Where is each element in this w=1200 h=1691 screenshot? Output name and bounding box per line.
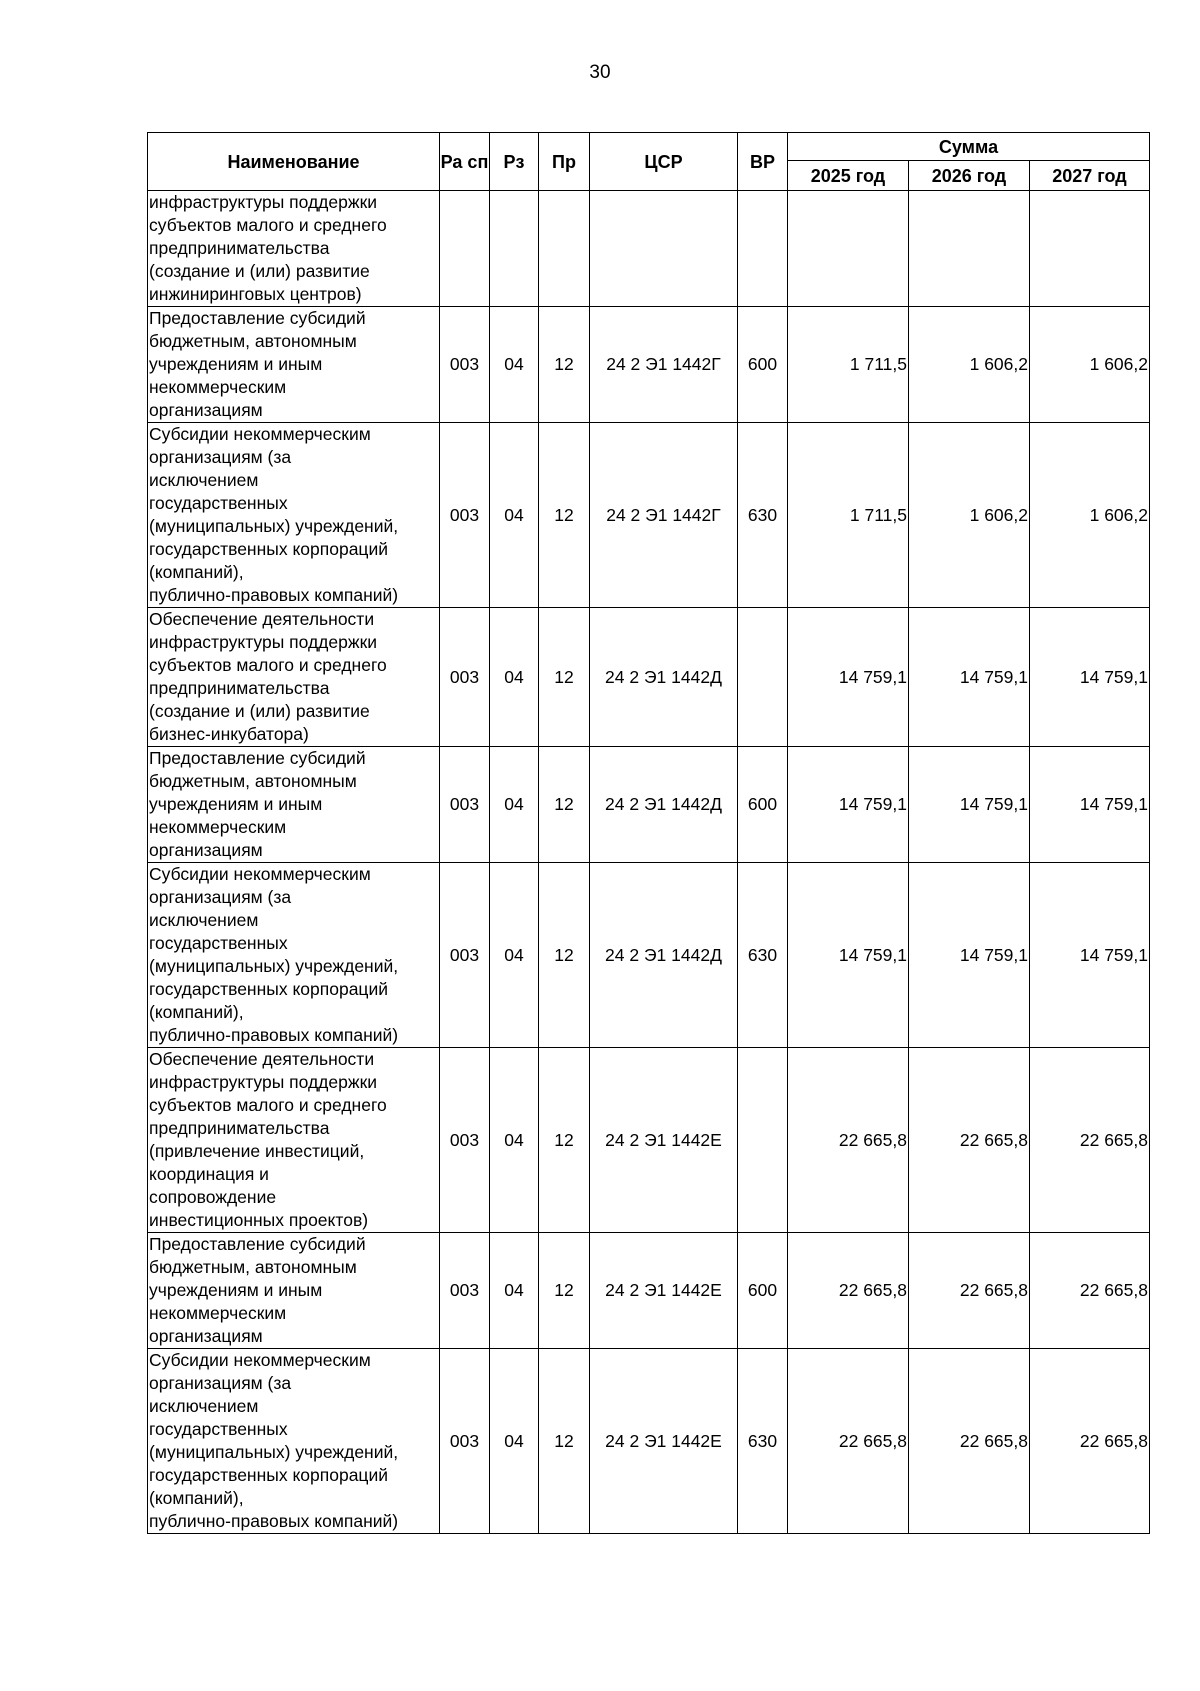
row-name-line: (создание и (или) развитие	[149, 701, 370, 721]
row-name-line: некоммерческим	[149, 1303, 287, 1323]
budget-table	[147, 132, 1150, 1534]
row-name	[148, 191, 440, 307]
cell-vr	[738, 608, 788, 747]
cell-rasp: 003	[440, 423, 490, 608]
cell-2027	[1030, 191, 1150, 307]
cell-rz: 04	[490, 747, 539, 863]
budget-table-body	[148, 191, 1150, 1534]
cell-vr: 630	[738, 1349, 788, 1534]
cell-2025: 22 665,8	[788, 1349, 909, 1534]
row-name-line: публично-правовых компаний)	[149, 585, 399, 605]
row-name-line: государственных корпораций	[149, 979, 389, 999]
cell-rz	[490, 191, 539, 307]
cell-2025: 1 711,5	[788, 307, 909, 423]
cell-vr: 630	[738, 863, 788, 1048]
cell-rasp: 003	[440, 307, 490, 423]
header-year-2027: 2027 год	[1030, 161, 1150, 191]
cell-2025: 14 759,1	[788, 608, 909, 747]
row-name-line: Обеспечение деятельности	[149, 1049, 375, 1069]
row-name	[148, 1048, 440, 1233]
header-sum: Сумма	[788, 133, 1150, 161]
header-csr: ЦСР	[590, 133, 738, 191]
row-name-line: организациям	[149, 840, 263, 860]
row-name-line: некоммерческим	[149, 377, 287, 397]
row-name-line: инфраструктуры поддержки	[149, 632, 377, 652]
row-name-line: Субсидии некоммерческим	[149, 864, 371, 884]
row-name-line: (муниципальных) учреждений,	[149, 516, 399, 536]
cell-csr: 24 2 Э1 1442Д	[590, 608, 738, 747]
cell-csr: 24 2 Э1 1442Г	[590, 307, 738, 423]
cell-2027: 22 665,8	[1030, 1349, 1150, 1534]
row-name-line: предпринимательства	[149, 678, 330, 698]
cell-2025: 1 711,5	[788, 423, 909, 608]
row-name-line: Предоставление субсидий	[149, 748, 366, 768]
cell-csr: 24 2 Э1 1442Г	[590, 423, 738, 608]
table-row	[148, 747, 1150, 863]
row-name-line: (создание и (или) развитие	[149, 261, 370, 281]
cell-rasp: 003	[440, 863, 490, 1048]
row-name-line: бюджетным, автономным	[149, 331, 357, 351]
row-name-line: учреждениям и иным	[149, 1280, 323, 1300]
cell-rasp: 003	[440, 608, 490, 747]
cell-rz: 04	[490, 863, 539, 1048]
table-row	[148, 191, 1150, 307]
cell-csr: 24 2 Э1 1442Д	[590, 863, 738, 1048]
cell-2026: 1 606,2	[909, 307, 1030, 423]
row-name-line: исключением	[149, 470, 259, 490]
cell-vr: 630	[738, 423, 788, 608]
cell-2027: 14 759,1	[1030, 863, 1150, 1048]
cell-rz: 04	[490, 307, 539, 423]
cell-pr: 12	[539, 423, 590, 608]
cell-2027: 22 665,8	[1030, 1048, 1150, 1233]
row-name-line: сопровождение	[149, 1187, 277, 1207]
row-name	[148, 1349, 440, 1534]
cell-pr: 12	[539, 747, 590, 863]
row-name-line: государственных	[149, 1419, 288, 1439]
header-rasp: Ра сп	[440, 133, 490, 191]
cell-csr: 24 2 Э1 1442Е	[590, 1233, 738, 1349]
row-name-line: бюджетным, автономным	[149, 771, 357, 791]
row-name-line: инфраструктуры поддержки	[149, 192, 377, 212]
row-name-line: государственных корпораций	[149, 539, 389, 559]
cell-2026: 22 665,8	[909, 1048, 1030, 1233]
row-name-line: субъектов малого и среднего	[149, 215, 387, 235]
row-name-line: некоммерческим	[149, 817, 287, 837]
cell-rz: 04	[490, 1048, 539, 1233]
row-name-line: исключением	[149, 910, 259, 930]
cell-rasp: 003	[440, 1349, 490, 1534]
cell-csr	[590, 191, 738, 307]
cell-2027: 14 759,1	[1030, 608, 1150, 747]
row-name	[148, 863, 440, 1048]
row-name-line: организациям (за	[149, 887, 292, 907]
row-name-line: (компаний),	[149, 1002, 244, 1022]
cell-vr: 600	[738, 1233, 788, 1349]
row-name-line: публично-правовых компаний)	[149, 1511, 399, 1531]
cell-vr	[738, 1048, 788, 1233]
table-row	[148, 307, 1150, 423]
header-name: Наименование	[148, 133, 440, 191]
header-rz: Рз	[490, 133, 539, 191]
row-name-line: Обеспечение деятельности	[149, 609, 375, 629]
cell-csr: 24 2 Э1 1442Е	[590, 1048, 738, 1233]
row-name-line: государственных	[149, 493, 288, 513]
cell-pr: 12	[539, 307, 590, 423]
cell-pr	[539, 191, 590, 307]
cell-2027: 22 665,8	[1030, 1233, 1150, 1349]
row-name-line: Субсидии некоммерческим	[149, 424, 371, 444]
page-number: 30	[589, 62, 611, 83]
table-row	[148, 608, 1150, 747]
row-name-line: Предоставление субсидий	[149, 1234, 366, 1254]
cell-2026: 14 759,1	[909, 608, 1030, 747]
table-row	[148, 863, 1150, 1048]
cell-2026: 14 759,1	[909, 747, 1030, 863]
header-vr: ВР	[738, 133, 788, 191]
row-name-line: организациям	[149, 400, 263, 420]
row-name	[148, 307, 440, 423]
cell-rz: 04	[490, 608, 539, 747]
row-name-line: (муниципальных) учреждений,	[149, 1442, 399, 1462]
cell-rz: 04	[490, 1233, 539, 1349]
row-name	[148, 1233, 440, 1349]
cell-2026: 14 759,1	[909, 863, 1030, 1048]
row-name-line: Предоставление субсидий	[149, 308, 366, 328]
row-name-line: предпринимательства	[149, 1118, 330, 1138]
row-name	[148, 747, 440, 863]
cell-pr: 12	[539, 863, 590, 1048]
row-name-line: учреждениям и иным	[149, 354, 323, 374]
cell-2026: 1 606,2	[909, 423, 1030, 608]
cell-2026	[909, 191, 1030, 307]
cell-2025: 22 665,8	[788, 1048, 909, 1233]
row-name	[148, 423, 440, 608]
row-name-line: бюджетным, автономным	[149, 1257, 357, 1277]
cell-2027: 1 606,2	[1030, 423, 1150, 608]
row-name-line: организациям (за	[149, 1373, 292, 1393]
header-year-2026: 2026 год	[909, 161, 1030, 191]
cell-pr: 12	[539, 1349, 590, 1534]
table-row	[148, 423, 1150, 608]
cell-rasp: 003	[440, 1048, 490, 1233]
row-name-line: координация и	[149, 1164, 269, 1184]
cell-pr: 12	[539, 1233, 590, 1349]
row-name-line: исключением	[149, 1396, 259, 1416]
row-name-line: инвестиционных проектов)	[149, 1210, 369, 1230]
table-row	[148, 1048, 1150, 1233]
cell-rasp: 003	[440, 1233, 490, 1349]
row-name-line: (компаний),	[149, 562, 244, 582]
row-name-line: (компаний),	[149, 1488, 244, 1508]
cell-csr: 24 2 Э1 1442Д	[590, 747, 738, 863]
row-name-line: публично-правовых компаний)	[149, 1025, 399, 1045]
cell-2027: 1 606,2	[1030, 307, 1150, 423]
cell-rasp: 003	[440, 747, 490, 863]
row-name-line: бизнес-инкубатора)	[149, 724, 309, 744]
cell-2025	[788, 191, 909, 307]
row-name-line: Субсидии некоммерческим	[149, 1350, 371, 1370]
table-row	[148, 1349, 1150, 1534]
cell-vr: 600	[738, 307, 788, 423]
cell-pr: 12	[539, 608, 590, 747]
row-name-line: инфраструктуры поддержки	[149, 1072, 377, 1092]
row-name-line: предпринимательства	[149, 238, 330, 258]
row-name-line: государственных корпораций	[149, 1465, 389, 1485]
row-name	[148, 608, 440, 747]
row-name-line: (муниципальных) учреждений,	[149, 956, 399, 976]
cell-2025: 14 759,1	[788, 863, 909, 1048]
row-name-line: инжиниринговых центров)	[149, 284, 362, 304]
cell-2027: 14 759,1	[1030, 747, 1150, 863]
cell-2026: 22 665,8	[909, 1349, 1030, 1534]
cell-2025: 14 759,1	[788, 747, 909, 863]
cell-csr: 24 2 Э1 1442Е	[590, 1349, 738, 1534]
row-name-line: организациям (за	[149, 447, 292, 467]
row-name-line: субъектов малого и среднего	[149, 1095, 387, 1115]
header-pr: Пр	[539, 133, 590, 191]
cell-2025: 22 665,8	[788, 1233, 909, 1349]
row-name-line: государственных	[149, 933, 288, 953]
cell-rasp	[440, 191, 490, 307]
cell-pr: 12	[539, 1048, 590, 1233]
cell-rz: 04	[490, 423, 539, 608]
table-row	[148, 1233, 1150, 1349]
row-name-line: (привлечение инвестиций,	[149, 1141, 365, 1161]
row-name-line: организациям	[149, 1326, 263, 1346]
cell-vr: 600	[738, 747, 788, 863]
row-name-line: учреждениям и иным	[149, 794, 323, 814]
row-name-line: субъектов малого и среднего	[149, 655, 387, 675]
cell-2026: 22 665,8	[909, 1233, 1030, 1349]
header-year-2025: 2025 год	[788, 161, 909, 191]
cell-rz: 04	[490, 1349, 539, 1534]
cell-vr	[738, 191, 788, 307]
